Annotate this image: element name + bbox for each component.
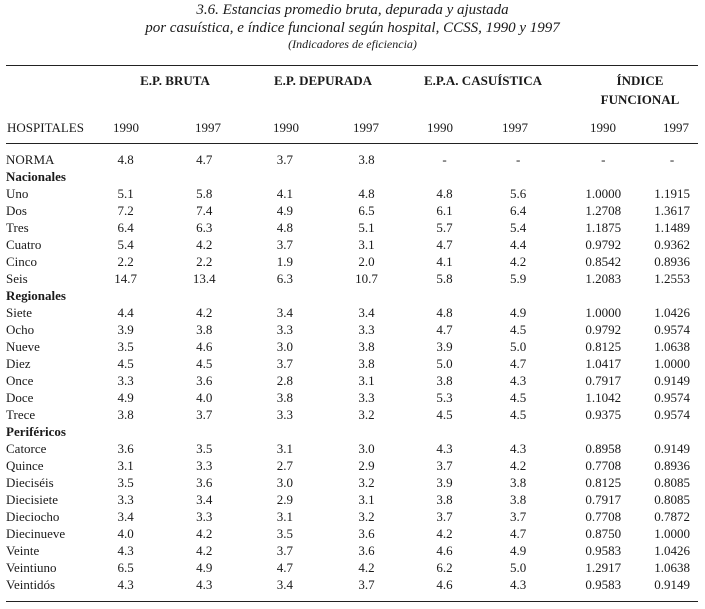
table-cell: 3.4 — [358, 305, 375, 320]
table-cell: 4.7 — [276, 560, 293, 575]
top-rule — [6, 65, 698, 66]
data-table — [5, 151, 705, 593]
table-cell: 3.7 — [436, 509, 453, 524]
table-row — [5, 321, 705, 338]
table-cell: 3.5 — [117, 475, 134, 490]
table-cell: 1.0000 — [585, 305, 622, 320]
table-cell: 3.3 — [196, 458, 213, 473]
hospital-name: Dieciséis — [6, 475, 54, 490]
table-cell: 4.5 — [510, 322, 527, 337]
table-cell: 5.8 — [196, 186, 213, 201]
table-cell: 0.9149 — [654, 577, 690, 592]
table-title: 3.6. Estancias promedio bruta, depurada y ajustada — [196, 2, 509, 18]
year-header: 1990 — [590, 120, 616, 135]
table-cell: 2.7 — [276, 458, 293, 473]
section-row — [5, 287, 705, 304]
header-ep-depurada: E.P. DEPURADA — [273, 73, 373, 88]
table-row — [5, 474, 705, 491]
table-cell: 3.8 — [436, 373, 453, 388]
table-cell: 1.3617 — [654, 203, 690, 218]
table-cell: 3.1 — [276, 441, 293, 456]
table-row — [5, 236, 705, 253]
table-cell: 0.9574 — [654, 390, 690, 405]
table-cell: 0.8125 — [585, 339, 622, 354]
table-cell: 4.2 — [196, 237, 213, 252]
hospital-name: Trece — [6, 407, 36, 422]
table-cell: 3.2 — [358, 475, 375, 490]
table-cell: 3.5 — [276, 526, 293, 541]
table-cell: 6.1 — [436, 203, 453, 218]
table-cell: 3.5 — [196, 441, 213, 456]
table-cell: 3.3 — [117, 492, 134, 507]
table-row — [5, 508, 705, 525]
table-cell: 1.2553 — [654, 271, 690, 286]
table-cell: 0.8125 — [585, 475, 622, 490]
hospital-name: Veinte — [6, 543, 40, 558]
table-cell: 0.9149 — [654, 373, 690, 388]
table-cell: 5.9 — [510, 271, 527, 286]
hospital-name: Cuatro — [6, 237, 42, 252]
table-row — [5, 559, 705, 576]
year-header: 1997 — [353, 120, 379, 135]
table-cell: 3.3 — [358, 390, 375, 405]
table-cell: 3.3 — [276, 407, 293, 422]
table-cell: 4.2 — [196, 543, 213, 558]
table-cell: 4.0 — [196, 390, 213, 405]
table-row — [5, 542, 705, 559]
year-header: 1990 — [273, 120, 299, 135]
table-cell: 7.2 — [117, 203, 134, 218]
table-cell: 4.3 — [510, 373, 527, 388]
table-cell: 3.6 — [196, 373, 213, 388]
table-cell: 4.2 — [358, 560, 375, 575]
hospital-name: Dieciocho — [6, 509, 60, 524]
table-cell: 1.0426 — [654, 305, 690, 320]
table-cell: 5.3 — [436, 390, 453, 405]
table-cell: 1.1489 — [654, 220, 690, 235]
table-cell: 1.1875 — [585, 220, 622, 235]
hospital-name: Nueve — [6, 339, 40, 354]
table-cell: 4.9 — [276, 203, 293, 218]
table-cell: 0.8542 — [585, 254, 622, 269]
table-cell: 1.1042 — [585, 390, 622, 405]
table-cell: 4.2 — [196, 526, 213, 541]
table-cell: 4.9 — [117, 390, 134, 405]
table-cell: 5.7 — [436, 220, 453, 235]
hospital-name: Quince — [6, 458, 44, 473]
table-cell: 4.3 — [117, 577, 134, 592]
table-cell: 5.6 — [510, 186, 527, 201]
table-cell: 7.4 — [196, 203, 213, 218]
table-cell: 4.4 — [117, 305, 134, 320]
table-row — [5, 406, 705, 423]
section-label: Regionales — [6, 288, 66, 303]
table-cell: 2.9 — [276, 492, 293, 507]
table-subtitle: (Indicadores de eficiencia) — [288, 37, 417, 51]
year-header: 1990 — [113, 120, 139, 135]
table-cell: 6.4 — [510, 203, 527, 218]
table-cell: 3.8 — [276, 390, 293, 405]
table-cell: 1.1915 — [654, 186, 690, 201]
hospital-name: Catorce — [6, 441, 47, 456]
table-cell: - — [515, 152, 521, 167]
table-cell: 1.0638 — [654, 560, 690, 575]
hospital-name: Diecinueve — [6, 526, 66, 541]
table-row — [5, 185, 705, 202]
table-cell: 4.8 — [276, 220, 293, 235]
table-cell: 0.8958 — [585, 441, 622, 456]
table-cell: 2.8 — [276, 373, 293, 388]
hospital-name: Dos — [6, 203, 27, 218]
table-cell: 2.2 — [196, 254, 213, 269]
table-cell: 3.6 — [358, 543, 375, 558]
section-row — [5, 423, 705, 440]
table-row — [5, 219, 705, 236]
table-cell: 1.2083 — [585, 271, 622, 286]
table-cell: 3.6 — [358, 526, 375, 541]
table-cell: - — [669, 152, 675, 167]
table-cell: 0.8936 — [654, 254, 690, 269]
table-cell: 2.2 — [117, 254, 134, 269]
table-cell: 3.8 — [117, 407, 134, 422]
table-cell: 6.5 — [117, 560, 134, 575]
table-cell: 1.0000 — [654, 526, 690, 541]
table-cell: 0.9375 — [585, 407, 622, 422]
hospital-name: Ocho — [6, 322, 35, 337]
header-indice-line2: FUNCIONAL — [600, 92, 680, 107]
table-cell: 1.9 — [276, 254, 293, 269]
table-cell: 6.2 — [436, 560, 453, 575]
table-cell: 3.1 — [117, 458, 134, 473]
table-cell: 4.5 — [510, 407, 527, 422]
table-cell: 3.8 — [358, 152, 375, 167]
hospital-name: Uno — [6, 186, 29, 201]
table-cell: 4.3 — [117, 543, 134, 558]
table-cell: 3.1 — [358, 237, 375, 252]
table-cell: 4.3 — [436, 441, 453, 456]
table-cell: 2.9 — [358, 458, 375, 473]
table-cell: 4.2 — [436, 526, 453, 541]
table-cell: 0.9583 — [585, 577, 622, 592]
table-cell: 4.1 — [276, 186, 293, 201]
table-cell: 0.7708 — [585, 509, 622, 524]
table-cell: 4.6 — [436, 543, 453, 558]
table-cell: 3.7 — [276, 152, 293, 167]
table-cell: 0.7917 — [585, 373, 622, 388]
table-cell: 3.0 — [276, 339, 293, 354]
table-cell: 3.1 — [358, 492, 375, 507]
table-cell: 3.4 — [196, 492, 213, 507]
header-epa-casuistica: E.P.A. CASUÍSTICA — [424, 73, 542, 88]
table-cell: 3.8 — [358, 339, 375, 354]
table-cell: 10.7 — [355, 271, 378, 286]
table-cell: 1.0417 — [585, 356, 622, 371]
table-cell: 3.8 — [358, 356, 375, 371]
hospital-name: Siete — [6, 305, 32, 320]
table-cell: 4.7 — [510, 526, 527, 541]
table-cell: 0.7872 — [654, 509, 690, 524]
table-cell: 4.4 — [510, 237, 527, 252]
year-header: 1990 — [427, 120, 453, 135]
table-cell: 4.7 — [436, 237, 453, 252]
table-cell: 4.7 — [196, 152, 213, 167]
hospital-name: NORMA — [6, 152, 55, 167]
table-cell: 5.4 — [510, 220, 527, 235]
table-cell: 3.3 — [196, 509, 213, 524]
section-label: Nacionales — [6, 169, 66, 184]
table-cell: 0.8085 — [654, 475, 690, 490]
table-cell: 4.5 — [117, 356, 134, 371]
table-cell: 3.1 — [276, 509, 293, 524]
table-cell: 14.7 — [114, 271, 138, 286]
table-body — [5, 151, 705, 593]
header-indice-line1: ÍNDICE — [616, 73, 664, 88]
table-cell: - — [442, 152, 447, 167]
table-cell: 0.8085 — [654, 492, 690, 507]
table-cell: 4.8 — [358, 186, 375, 201]
table-row — [5, 372, 705, 389]
table-row — [5, 576, 705, 593]
table-cell: 4.5 — [436, 407, 453, 422]
table-cell: 3.6 — [196, 475, 213, 490]
table-cell: 3.6 — [117, 441, 134, 456]
table-cell: 1.2708 — [585, 203, 622, 218]
table-cell: 4.2 — [510, 458, 527, 473]
table-cell: 4.5 — [510, 390, 527, 405]
table-cell: 4.9 — [196, 560, 213, 575]
table-cell: 5.1 — [358, 220, 375, 235]
table-cell: 3.3 — [117, 373, 134, 388]
table-cell: 1.0000 — [585, 186, 622, 201]
table-cell: 4.9 — [510, 305, 527, 320]
table-cell: 0.9574 — [654, 322, 690, 337]
table-cell: 3.3 — [276, 322, 293, 337]
table-cell: 3.7 — [358, 577, 375, 592]
table-cell: 3.7 — [276, 356, 293, 371]
table-cell: 3.3 — [358, 322, 375, 337]
table-row — [5, 253, 705, 270]
hospital-name: Cinco — [6, 254, 38, 269]
table-cell: 3.4 — [276, 577, 293, 592]
table-row — [5, 338, 705, 355]
table-cell: 5.8 — [436, 271, 453, 286]
table-cell: 3.5 — [117, 339, 134, 354]
table-cell: 4.8 — [436, 305, 453, 320]
table-cell: 4.1 — [436, 254, 453, 269]
table-cell: 4.5 — [196, 356, 213, 371]
table-cell: 4.7 — [436, 322, 453, 337]
table-cell: 1.0638 — [654, 339, 690, 354]
table-row — [5, 440, 705, 457]
table-row — [5, 389, 705, 406]
table-cell: 0.9574 — [654, 407, 690, 422]
table-row — [5, 202, 705, 219]
table-cell: 3.8 — [436, 492, 453, 507]
table-cell: 0.9792 — [585, 237, 622, 252]
table-cell: 5.0 — [510, 339, 527, 354]
hospital-name: Doce — [6, 390, 34, 405]
table-cell: 0.9792 — [585, 322, 622, 337]
hospital-name: Seis — [6, 271, 28, 286]
header-ep-bruta: E.P. BRUTA — [140, 73, 210, 88]
table-cell: 5.0 — [510, 560, 527, 575]
table-cell: 3.7 — [276, 543, 293, 558]
table-cell: 4.8 — [117, 152, 134, 167]
bottom-rule — [6, 601, 698, 602]
table-cell: 1.0000 — [654, 356, 690, 371]
header-rule — [6, 143, 698, 144]
year-header: 1997 — [502, 120, 528, 135]
header-hospitales: HOSPITALES — [7, 120, 84, 135]
table-cell: 0.7708 — [585, 458, 622, 473]
table-cell: 4.2 — [510, 254, 527, 269]
table-cell: 0.7917 — [585, 492, 622, 507]
table-row — [5, 525, 705, 542]
table-cell: 3.7 — [276, 237, 293, 252]
table-cell: 4.3 — [510, 577, 527, 592]
table-row — [5, 491, 705, 508]
table-cell: - — [601, 152, 606, 167]
table-cell: 4.2 — [196, 305, 213, 320]
table-cell: 4.6 — [436, 577, 453, 592]
table-row — [5, 151, 705, 168]
hospital-name: Veintidós — [6, 577, 56, 592]
table-cell: 6.4 — [117, 220, 134, 235]
table-cell: 5.4 — [117, 237, 134, 252]
table-cell: 4.9 — [510, 543, 527, 558]
table-cell: 13.4 — [192, 271, 216, 286]
section-label: Periféricos — [6, 424, 66, 439]
hospital-name: Tres — [6, 220, 29, 235]
table-cell: 3.7 — [510, 509, 527, 524]
table-row — [5, 304, 705, 321]
header-indice-funcional — [585, 71, 695, 109]
table-cell: 3.4 — [117, 509, 134, 524]
table-cell: 4.0 — [117, 526, 134, 541]
table-cell: 5.0 — [436, 356, 453, 371]
table-row — [5, 355, 705, 372]
table-cell: 4.3 — [510, 441, 527, 456]
section-row — [5, 168, 705, 185]
table-cell: 0.8936 — [654, 458, 690, 473]
year-header: 1997 — [195, 120, 221, 135]
hospital-name: Once — [6, 373, 34, 388]
table-cell: 2.0 — [358, 254, 375, 269]
table-cell: 3.9 — [117, 322, 134, 337]
table-cell: 5.1 — [117, 186, 134, 201]
table-cell: 4.6 — [196, 339, 213, 354]
table-title-line2: por casuística, e índice funcional según hospital, CCSS, 1990 y 1997 — [145, 20, 560, 36]
table-row — [5, 457, 705, 474]
table-cell: 3.2 — [358, 407, 375, 422]
table-cell: 3.2 — [358, 509, 375, 524]
table-cell: 3.8 — [510, 492, 527, 507]
hospital-name: Diecisiete — [6, 492, 58, 507]
hospital-name: Diez — [6, 356, 31, 371]
table-cell: 6.5 — [358, 203, 375, 218]
table-cell: 0.9362 — [654, 237, 690, 252]
table-cell: 6.3 — [276, 271, 293, 286]
table-cell: 0.9149 — [654, 441, 690, 456]
table-cell: 1.2917 — [585, 560, 622, 575]
table-cell: 3.7 — [196, 407, 213, 422]
table-cell: 4.7 — [510, 356, 527, 371]
table-row — [5, 270, 705, 287]
table-cell: 3.8 — [510, 475, 527, 490]
table-cell: 4.8 — [436, 186, 453, 201]
table-cell: 3.0 — [276, 475, 293, 490]
table-cell: 1.0426 — [654, 543, 690, 558]
table-cell: 3.1 — [358, 373, 375, 388]
table-cell: 3.9 — [436, 475, 453, 490]
table-cell: 3.7 — [436, 458, 453, 473]
table-cell: 3.0 — [358, 441, 375, 456]
table-cell: 3.8 — [196, 322, 213, 337]
table-cell: 0.9583 — [585, 543, 622, 558]
year-header: 1997 — [663, 120, 689, 135]
table-cell: 4.3 — [196, 577, 213, 592]
table-cell: 3.4 — [276, 305, 293, 320]
hospital-name: Veintiuno — [6, 560, 57, 575]
table-cell: 0.8750 — [585, 526, 622, 541]
table-cell: 6.3 — [196, 220, 213, 235]
table-cell: 3.9 — [436, 339, 453, 354]
